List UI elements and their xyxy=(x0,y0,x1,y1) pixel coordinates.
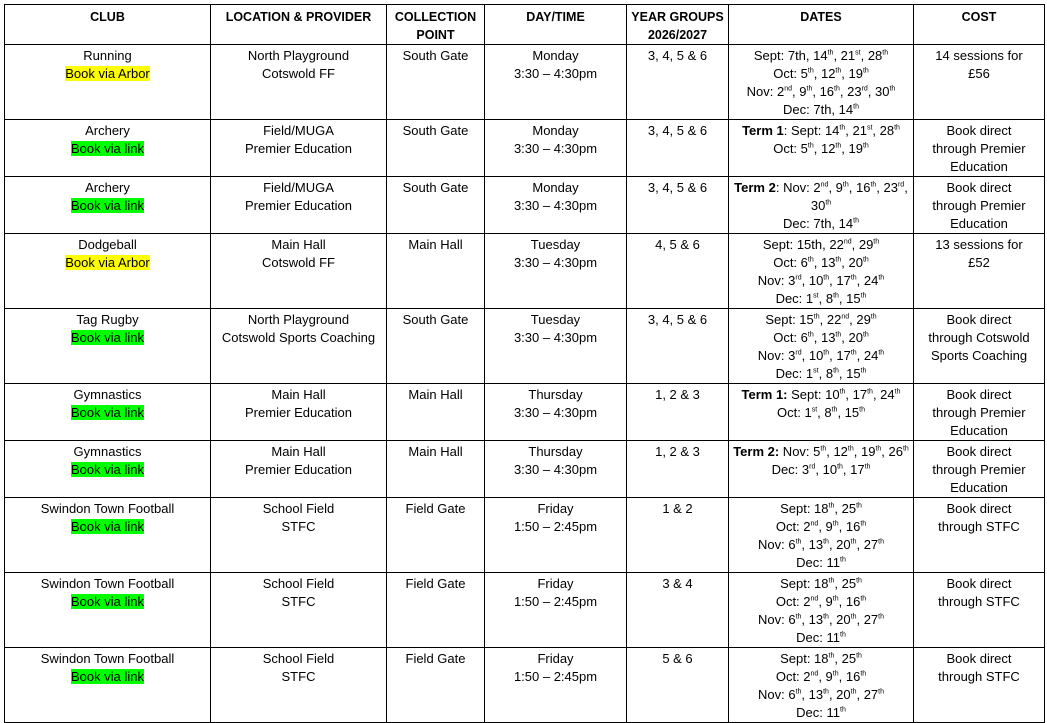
dates-line: Sept: 7th, 14th, 21st, 28th xyxy=(753,48,889,63)
cost-line: Book direct xyxy=(946,312,1012,327)
cost-cell xyxy=(914,120,1045,177)
clubs-table xyxy=(4,4,1045,723)
provider-name: STFC xyxy=(281,594,316,609)
cost-line: through STFC xyxy=(938,519,1020,534)
location-name: Main Hall xyxy=(271,387,326,402)
club-name: Archery xyxy=(85,180,130,195)
cost-line: through STFC xyxy=(938,594,1020,609)
booking-line xyxy=(8,65,207,83)
year-groups-cell: 1 & 2 xyxy=(627,498,729,573)
day-text: Monday xyxy=(532,48,579,63)
table-row xyxy=(5,573,1045,648)
club-name: Dodgeball xyxy=(78,237,137,252)
location-name: Field/MUGA xyxy=(263,123,334,138)
dates-cell xyxy=(729,309,914,384)
book-via-link[interactable]: Book via link xyxy=(71,405,144,420)
cost-line: Book direct xyxy=(946,501,1012,516)
table-row xyxy=(5,234,1045,309)
club-name: Swindon Town Football xyxy=(40,576,175,591)
header-collection: COLLECTION POINT xyxy=(387,5,485,45)
cost-line: through Premier xyxy=(932,141,1026,156)
club-cell xyxy=(5,648,211,723)
club-cell xyxy=(5,120,211,177)
provider-name: STFC xyxy=(281,669,316,684)
location-name: Field/MUGA xyxy=(263,180,334,195)
day-text: Friday xyxy=(537,651,574,666)
cost-line: Education xyxy=(950,423,1008,438)
book-via-link[interactable]: Book via link xyxy=(71,141,144,156)
dates-line: Nov: 6th, 13th, 20th, 27th xyxy=(757,687,884,702)
collection-point-cell: South Gate xyxy=(387,45,485,120)
book-via-arbor-link[interactable]: Book via Arbor xyxy=(65,255,150,270)
cost-line: £56 xyxy=(968,66,990,81)
cost-cell xyxy=(914,177,1045,234)
dates-line: Dec: 7th, 14th xyxy=(783,102,859,117)
day-text: Tuesday xyxy=(530,237,581,252)
club-cell xyxy=(5,45,211,120)
dates-line: Sept: 15th, 22nd, 29th xyxy=(765,312,877,327)
header-daytime: DAY/TIME xyxy=(485,5,627,45)
collection-point-cell: Main Hall xyxy=(387,384,485,441)
dates-line: Dec: 11th xyxy=(796,555,846,570)
booking-line xyxy=(8,668,207,686)
year-groups-cell: 3, 4, 5 & 6 xyxy=(627,45,729,120)
dates-line: Term 2: Nov: 5th, 12th, 19th, 26th xyxy=(733,444,909,459)
collection-point-cell: Field Gate xyxy=(387,498,485,573)
cost-cell xyxy=(914,234,1045,309)
club-cell xyxy=(5,234,211,309)
cost-line: Book direct xyxy=(946,651,1012,666)
cost-line: Education xyxy=(950,159,1008,174)
provider-name: Premier Education xyxy=(245,198,352,213)
time-text: 3:30 – 4:30pm xyxy=(513,462,598,477)
provider-name: Cotswold Sports Coaching xyxy=(221,330,376,345)
table-row xyxy=(5,309,1045,384)
cost-line: Sports Coaching xyxy=(930,348,1028,363)
dates-cell xyxy=(729,177,914,234)
day-time-cell xyxy=(485,648,627,723)
booking-line xyxy=(8,404,207,422)
time-text: 3:30 – 4:30pm xyxy=(513,66,598,81)
time-text: 3:30 – 4:30pm xyxy=(513,405,598,420)
cost-line: Education xyxy=(950,216,1008,231)
day-text: Monday xyxy=(532,180,579,195)
dates-line: Nov: 3rd, 10th, 17th, 24th xyxy=(757,273,885,288)
booking-line xyxy=(8,254,207,272)
booking-line xyxy=(8,518,207,536)
cost-line: through Cotswold xyxy=(928,330,1030,345)
club-name: Tag Rugby xyxy=(76,312,139,327)
table-row xyxy=(5,384,1045,441)
header-years: YEAR GROUPS 2026/2027 xyxy=(627,5,729,45)
time-text: 3:30 – 4:30pm xyxy=(513,255,598,270)
cost-cell xyxy=(914,45,1045,120)
day-text: Friday xyxy=(537,501,574,516)
dates-line: Nov: 3rd, 10th, 17th, 24th xyxy=(757,348,885,363)
location-cell xyxy=(211,384,387,441)
location-cell xyxy=(211,573,387,648)
book-via-arbor-link[interactable]: Book via Arbor xyxy=(65,66,150,81)
day-text: Thursday xyxy=(528,387,583,402)
club-name: Archery xyxy=(85,123,130,138)
dates-line: Dec: 11th xyxy=(796,630,846,645)
year-groups-cell: 1, 2 & 3 xyxy=(627,441,729,498)
booking-line xyxy=(8,593,207,611)
location-name: North Playground xyxy=(247,312,350,327)
dates-line: Oct: 2nd, 9th, 16th xyxy=(775,519,867,534)
dates-line: Oct: 6th, 13th, 20th xyxy=(773,330,869,345)
book-via-link[interactable]: Book via link xyxy=(71,198,144,213)
collection-point-cell: South Gate xyxy=(387,120,485,177)
year-groups-cell: 3, 4, 5 & 6 xyxy=(627,120,729,177)
table-row xyxy=(5,177,1045,234)
collection-point-cell: Field Gate xyxy=(387,648,485,723)
day-time-cell xyxy=(485,441,627,498)
dates-line: Sept: 18th, 25th xyxy=(780,501,862,516)
dates-cell xyxy=(729,234,914,309)
dates-line: Term 1: Sept: 14th, 21st, 28th xyxy=(742,123,900,138)
dates-line: Dec: 11th xyxy=(796,705,846,720)
cost-line: Book direct xyxy=(946,180,1012,195)
provider-name: Premier Education xyxy=(245,405,352,420)
booking-line xyxy=(8,140,207,158)
year-groups-cell: 3, 4, 5 & 6 xyxy=(627,177,729,234)
dates-line: Dec: 3rd, 10th, 17th xyxy=(771,462,871,477)
club-name: Swindon Town Football xyxy=(40,501,175,516)
provider-name: Cotswold FF xyxy=(262,66,335,81)
cost-line: Book direct xyxy=(946,387,1012,402)
day-time-cell xyxy=(485,177,627,234)
cost-line: through STFC xyxy=(938,669,1020,684)
time-text: 3:30 – 4:30pm xyxy=(513,198,598,213)
dates-cell xyxy=(729,498,914,573)
cost-line: Book direct xyxy=(946,576,1012,591)
dates-cell xyxy=(729,45,914,120)
book-via-link[interactable]: Book via link xyxy=(71,594,144,609)
time-text: 1:50 – 2:45pm xyxy=(513,519,598,534)
collection-point-cell: Main Hall xyxy=(387,234,485,309)
dates-line: Sept: 18th, 25th xyxy=(780,651,862,666)
location-cell xyxy=(211,648,387,723)
book-via-link[interactable]: Book via link xyxy=(71,330,144,345)
provider-name: Cotswold FF xyxy=(262,255,335,270)
day-time-cell xyxy=(485,45,627,120)
dates-cell xyxy=(729,120,914,177)
provider-name: Premier Education xyxy=(245,462,352,477)
dates-line: Dec: 1st, 8th, 15th xyxy=(775,366,867,381)
dates-line: Sept: 15th, 22nd, 29th xyxy=(762,237,880,252)
cost-line: 13 sessions for xyxy=(935,237,1023,252)
location-name: School Field xyxy=(262,501,335,516)
dates-line: Oct: 2nd, 9th, 16th xyxy=(775,594,867,609)
cost-line: through Premier xyxy=(932,198,1026,213)
dates-line: Oct: 6th, 13th, 20th xyxy=(773,255,869,270)
provider-name: STFC xyxy=(281,519,316,534)
day-time-cell xyxy=(485,309,627,384)
collection-point-cell: Main Hall xyxy=(387,441,485,498)
club-cell xyxy=(5,177,211,234)
book-via-link[interactable]: Book via link xyxy=(71,462,144,477)
cost-cell xyxy=(914,573,1045,648)
club-name: Gymnastics xyxy=(73,387,142,402)
year-groups-cell: 3, 4, 5 & 6 xyxy=(627,309,729,384)
location-name: School Field xyxy=(262,651,335,666)
day-time-cell xyxy=(485,234,627,309)
day-time-cell xyxy=(485,384,627,441)
dates-cell xyxy=(729,441,914,498)
time-text: 1:50 – 2:45pm xyxy=(513,669,598,684)
club-cell xyxy=(5,573,211,648)
dates-line: Term 1: Sept: 10th, 17th, 24th xyxy=(741,387,901,402)
club-name: Running xyxy=(83,48,132,63)
header-dates: DATES xyxy=(729,5,914,45)
time-text: 1:50 – 2:45pm xyxy=(513,594,598,609)
location-cell xyxy=(211,45,387,120)
location-cell xyxy=(211,234,387,309)
provider-name: Premier Education xyxy=(245,141,352,156)
dates-line: Term 2: Nov: 2nd, 9th, 16th, 23rd, xyxy=(734,180,908,195)
year-groups-cell: 1, 2 & 3 xyxy=(627,384,729,441)
location-name: Main Hall xyxy=(271,444,326,459)
book-via-link[interactable]: Book via link xyxy=(71,669,144,684)
header-cost: COST xyxy=(914,5,1045,45)
dates-line: Nov: 6th, 13th, 20th, 27th xyxy=(757,537,884,552)
cost-line: Book direct xyxy=(946,123,1012,138)
dates-line: Oct: 5th, 12th, 19th xyxy=(773,141,869,156)
cost-line: £52 xyxy=(968,255,990,270)
day-text: Monday xyxy=(532,123,579,138)
collection-point-cell: Field Gate xyxy=(387,573,485,648)
booking-line xyxy=(8,197,207,215)
dates-cell xyxy=(729,573,914,648)
book-via-link[interactable]: Book via link xyxy=(71,519,144,534)
dates-cell xyxy=(729,648,914,723)
day-text: Tuesday xyxy=(530,312,581,327)
day-time-cell xyxy=(485,573,627,648)
dates-line: Nov: 2nd, 9th, 16th, 23rd, 30th xyxy=(746,84,896,99)
cost-cell xyxy=(914,384,1045,441)
location-name: North Playground xyxy=(247,48,350,63)
dates-line: Oct: 5th, 12th, 19th xyxy=(773,66,869,81)
location-cell xyxy=(211,498,387,573)
dates-line: Nov: 6th, 13th, 20th, 27th xyxy=(757,612,884,627)
location-cell xyxy=(211,177,387,234)
table-row xyxy=(5,441,1045,498)
year-groups-cell: 4, 5 & 6 xyxy=(627,234,729,309)
dates-cell xyxy=(729,384,914,441)
location-cell xyxy=(211,441,387,498)
day-time-cell xyxy=(485,120,627,177)
time-text: 3:30 – 4:30pm xyxy=(513,141,598,156)
cost-cell xyxy=(914,648,1045,723)
collection-point-cell: South Gate xyxy=(387,309,485,384)
collection-point-cell: South Gate xyxy=(387,177,485,234)
table-row xyxy=(5,120,1045,177)
cost-line: Education xyxy=(950,480,1008,495)
header-location: LOCATION & PROVIDER xyxy=(211,5,387,45)
cost-line: 14 sessions for xyxy=(935,48,1023,63)
dates-line: Dec: 7th, 14th xyxy=(783,216,859,231)
day-text: Thursday xyxy=(528,444,583,459)
table-row xyxy=(5,648,1045,723)
table-row xyxy=(5,45,1045,120)
day-time-cell xyxy=(485,498,627,573)
location-cell xyxy=(211,309,387,384)
dates-line: Oct: 1st, 8th, 15th xyxy=(777,405,865,420)
club-name: Gymnastics xyxy=(73,444,142,459)
header-club: CLUB xyxy=(5,5,211,45)
dates-line: Sept: 18th, 25th xyxy=(780,576,862,591)
location-cell xyxy=(211,120,387,177)
booking-line xyxy=(8,461,207,479)
table-row xyxy=(5,498,1045,573)
cost-cell xyxy=(914,498,1045,573)
club-cell xyxy=(5,309,211,384)
dates-line: Oct: 2nd, 9th, 16th xyxy=(775,669,867,684)
club-cell xyxy=(5,384,211,441)
day-text: Friday xyxy=(537,576,574,591)
year-groups-cell: 3 & 4 xyxy=(627,573,729,648)
cost-line: through Premier xyxy=(932,405,1026,420)
cost-cell xyxy=(914,441,1045,498)
club-name: Swindon Town Football xyxy=(40,651,175,666)
time-text: 3:30 – 4:30pm xyxy=(513,330,598,345)
dates-line: 30th xyxy=(810,198,832,213)
table-body xyxy=(5,45,1045,723)
header-row xyxy=(5,5,1045,45)
year-groups-cell: 5 & 6 xyxy=(627,648,729,723)
cost-line: Book direct xyxy=(946,444,1012,459)
dates-line: Dec: 1st, 8th, 15th xyxy=(775,291,867,306)
club-cell xyxy=(5,498,211,573)
booking-line xyxy=(8,329,207,347)
club-cell xyxy=(5,441,211,498)
cost-line: through Premier xyxy=(932,462,1026,477)
cost-cell xyxy=(914,309,1045,384)
location-name: Main Hall xyxy=(271,237,326,252)
location-name: School Field xyxy=(262,576,335,591)
